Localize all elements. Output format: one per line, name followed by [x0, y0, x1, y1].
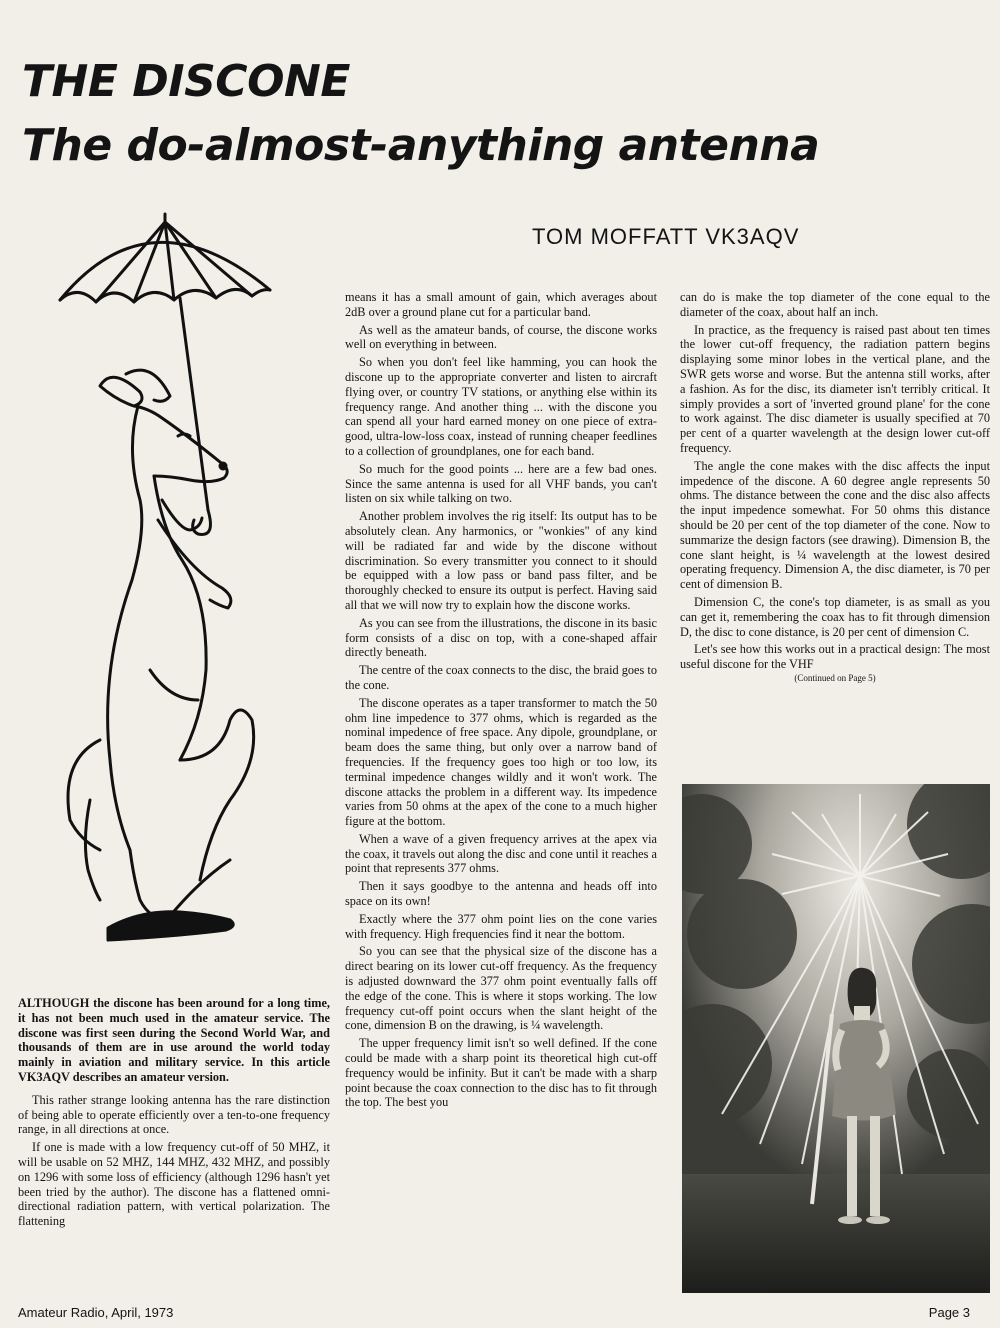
paragraph: So when you don't feel like hamming, you can hook the discone up to the appropriate converter and listen to aircraft flying over, or country TV stations, or anything else within its frequency range. And another thing ... with the discone you can spend all your hard earned money on one piece of extra-good, ultra-low-loss coax, instead of running cheaper feedlines to a collection of groundplanes, one for each band. [345, 355, 657, 458]
paragraph: The angle the cone makes with the disc affects the input impedence of the discone. A 60 degree angle represents 50 ohms. The distance between the cone and the disc also affects the input impedence somewhat. For 50 ohms this distance should be 20 per cent of the top diameter of the cone. Now to summarize the design factors (see drawing). Dimension B, the cone slant height, is ¼ wavelength at the lowest desired operating frequency. Dimension A, the disc diameter, is 70 per cent of dimension B. [680, 458, 990, 592]
title-subtitle: The do-almost-anything antenna [22, 120, 820, 171]
column-right [680, 290, 990, 684]
title-main: THE DISCONE [22, 56, 350, 107]
paragraph: means it has a small amount of gain, which averages about 2dB over a ground plane cut for a particular band. [345, 290, 657, 319]
paragraph: If one is made with a low frequency cut-off of 50 MHZ, it will be usable on 52 MHZ, 144 MHZ, 432 MHZ, and possibly on 1296 with some loss of efficiency (although 1296 hasn't yet been tried by the author). The discone has a flattened omni-directional radiation pattern, with vertical polarization. The flattening [18, 1140, 330, 1229]
paragraph: can do is make the top diameter of the cone equal to the diameter of the coax, about half an inch. [680, 290, 990, 319]
paragraph: In practice, as the frequency is raised past about ten times the lower cut-off frequency, the radiation pattern begins displaying some minor lobes in the vertical plane, and the SWR gets worse and worse. But the antenna still works, after a fashion. As for the disc, its diameter isn't terribly critical. It simply provides a sort of 'inverted ground plane' for the cone to work against. The disc diameter is usually specified at 70 per cent of a quarter wavelength at the design lower cut-off frequency. [680, 322, 990, 455]
paragraph: The discone operates as a taper transformer to match the 50 ohm line impedence to 377 ohms, which is regarded as the nominal impedence of free space. Any dipole, groundplane, or beam does the same thing, but only over a narrow band of frequencies. If the frequency goes too high or too low, its terminal impedence changes wildly and it won't work. The discone attacks the problem in a different way. Its impedence varies from 50 ohms at the apex of the cone to a much higher figure at the bottom. [345, 695, 657, 829]
paragraph: As well as the amateur bands, of course, the discone works well on everything in between. [345, 322, 657, 352]
paragraph: The centre of the coax connects to the disc, the braid goes to the cone. [345, 663, 657, 692]
footer-page-number: Page 3 [928, 1305, 970, 1320]
column-middle [345, 290, 657, 1113]
kangaroo-umbrella-illustration [30, 200, 330, 960]
continued-note: (Continued on Page 5) [794, 672, 876, 683]
discone-photo [682, 784, 990, 1293]
article-intro: ALTHOUGH the discone has been around for a long time, it has not been much used in the amateur service. The discone was first seen during the Second World War, and thousands of them are in use around the world today mainly in aviation and military service. In this article VK3AQV describes an amateur version. [18, 996, 330, 1084]
paragraph: As you can see from the illustrations, the discone in its basic form consists of a disc on top, with a cone-shaped affair directly beneath. [345, 615, 657, 660]
author-byline: TOM MOFFATT VK3AQV [532, 224, 800, 249]
column-left [18, 996, 330, 1232]
paragraph: The upper frequency limit isn't so well defined. If the cone could be made with a sharp point its theoretical high cut-off frequency would be infinity. But it can't be made with a sharp point because the coax connection to the disc has to fit through the top. The best you [345, 1036, 657, 1110]
paragraph: Then it says goodbye to the antenna and heads off into space on its own! [345, 879, 657, 909]
paragraph: Let's see how this works out in a practical design: The most useful discone for the VHF [680, 642, 990, 672]
paragraph: When a wave of a given frequency arrives at the apex via the coax, it travels out along the disc and cone until it reaches a point that represents 377 ohms. [345, 831, 657, 876]
paragraph: Dimension C, the cone's top diameter, is as small as you can get it, remembering the coax has to fit through dimension D, the disc to cone distance, is 20 per cent of dimension C. [680, 594, 990, 639]
paragraph: This rather strange looking antenna has the rare distinction of being able to operate efficiently over a ten-to-one frequency range, in all directions at once. [18, 1092, 330, 1137]
paragraph: So you can see that the physical size of the discone has a direct bearing on its lower cut-off frequency. As the frequency is adjusted downward the 377 ohm point eventually falls off the edge of the cone. This is where it stops working. The low frequency cut-off point occurs when the slant height of the cone, dimension B on the drawing, is ¼ wavelength. [345, 944, 657, 1033]
footer-publication: Amateur Radio, April, 1973 [18, 1305, 174, 1320]
paragraph: So much for the good points ... here are a few bad ones. Since the same antenna is used for all VHF bands, you can't listen on six while talking on two. [345, 461, 657, 506]
paragraph: Exactly where the 377 ohm point lies on the cone varies with frequency. High frequencies find it near the bottom. [345, 911, 657, 941]
paragraph: Another problem involves the rig itself: Its output has to be absolutely clean. Any harmonics, or "wonkies" of any kind will be radiated far and wide by the discone without discrimination. So every transmitter you connect to it should be equipped with a low pass or band pass filter, and be thoroughly checked to ensure its output is perfect. Having said all that we will now try to explain how the discone works. [345, 509, 657, 612]
photo-image [682, 784, 990, 1293]
article-title [22, 50, 819, 178]
